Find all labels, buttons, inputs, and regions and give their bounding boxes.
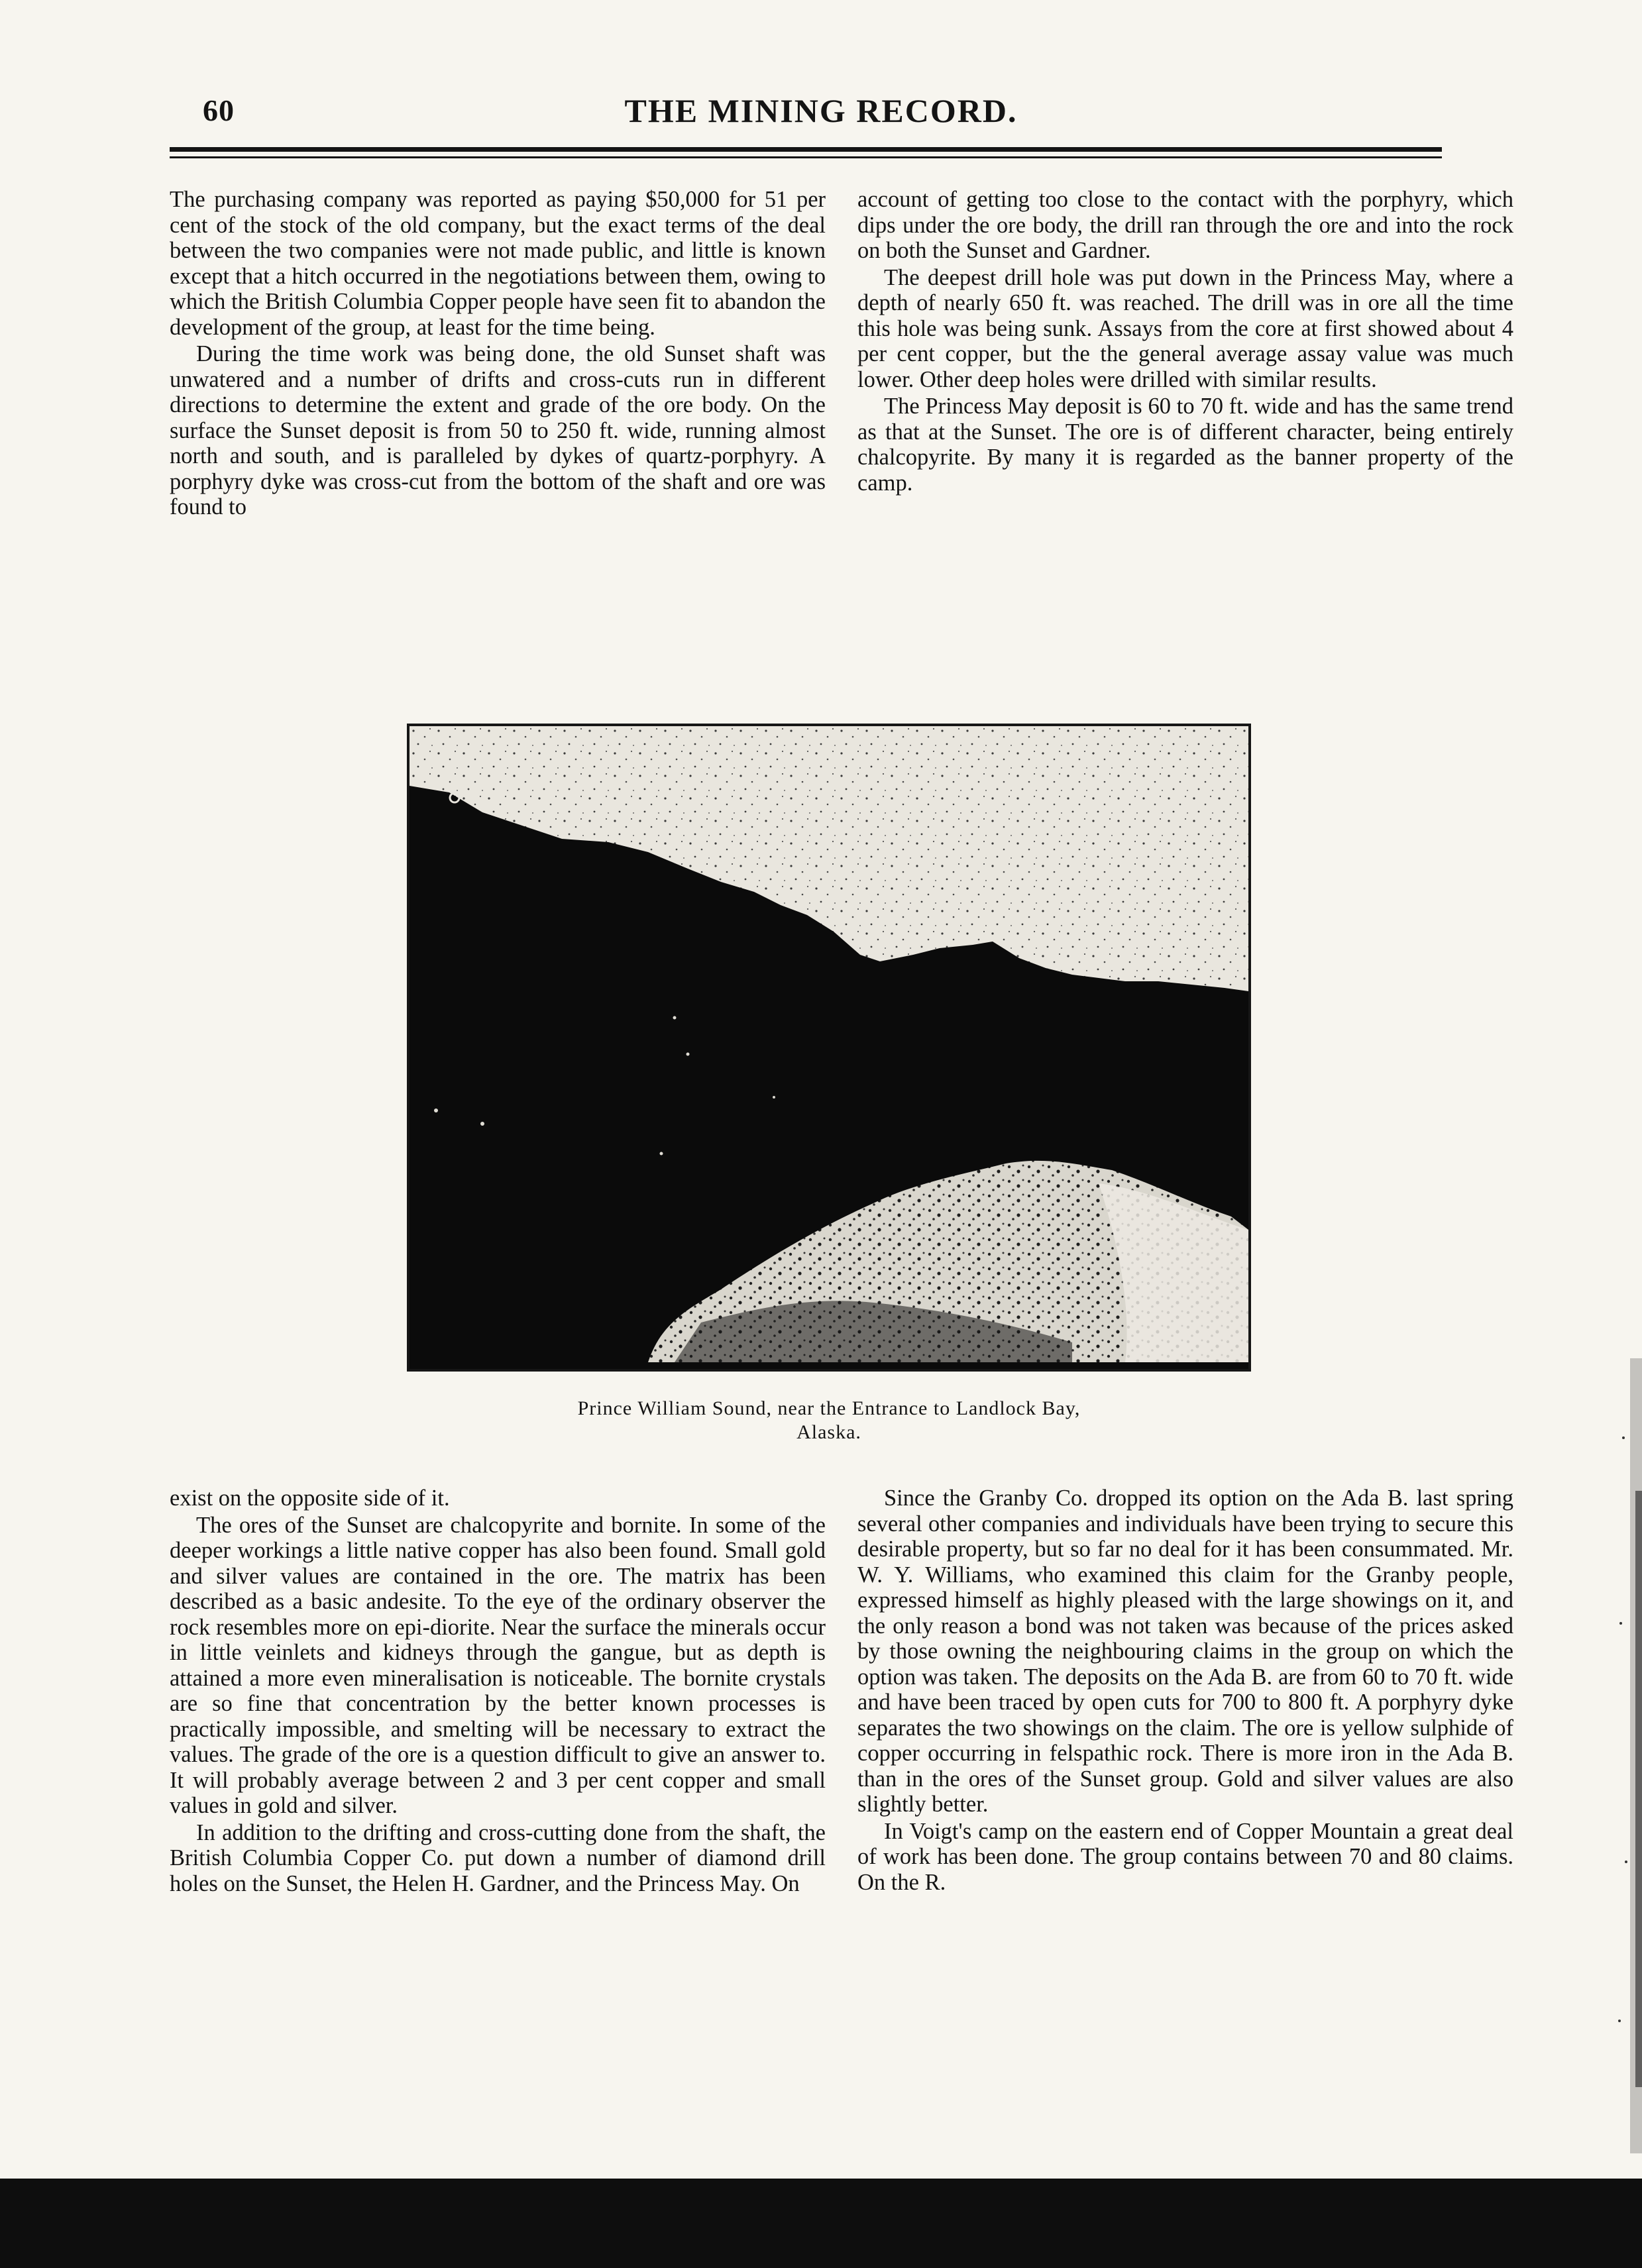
paragraph: In Voigt's camp on the eastern end of Copper Mountain a great deal of work has been done. The group contains between 70 and 80 claims. On the R. xyxy=(857,1818,1513,1895)
column-bottom-left xyxy=(170,1485,826,1896)
paragraph: The ores of the Sunset are chalcopyrite and bornite. In some of the deeper workings a little native copper has also been found. Small gold and silver values are contained in the ore. The matrix has been described as a basic andesite. To the eye of the ordinary observer the rock resembles more on epi-diorite. Near the surface the minerals occur in little veinlets and kidneys through the gangue, but as depth is attained a more even mineralisation is noticeable. The bornite crystals are so fine that concentration by the better known processes is practically impossible, and smelting will be necessary to extract the values. The grade of the ore is a question difficult to give an answer to. It will probably average between 2 and 3 per cent copper and small values in gold and silver. xyxy=(170,1512,826,1818)
header-rule-thin xyxy=(170,156,1442,158)
paragraph: During the time work was being done, the old Sunset shaft was unwatered and a number of drifts and cross-cuts run in different directions to determine the extent and grade of the ore body. On the surface the Sunset deposit is from 50 to 250 ft. wide, running almost north and south, and is paralleled by dykes of quartz-porphyry. A porphyry dyke was cross-cut from the bottom of the shaft and ore was found to xyxy=(170,341,826,519)
column-top-right xyxy=(857,187,1513,496)
page-number: 60 xyxy=(203,93,235,127)
paragraph: In addition to the drifting and cross-cutting done from the shaft, the British Columbia Copper Co. put down a number of diamond drill holes on the Sunset, the Helen H. Gardner, and the Princess May. On xyxy=(170,1819,826,1896)
photo-image xyxy=(410,726,1248,1369)
landscape-photo xyxy=(407,724,1251,1372)
figure-caption xyxy=(407,1397,1251,1444)
caption-line: Alaska. xyxy=(796,1421,861,1443)
scan-bottom-edge xyxy=(0,2179,1642,2268)
paragraph: Since the Granby Co. dropped its option on the Ada B. last spring several other companies and individuals have been trying to secure this desirable property, but so far no deal for it has been consummated. Mr. W. Y. Williams, who examined this claim for the Granby people, expressed himself as highly pleased with the large showings on it, and the only reason a bond was not taken was because of the prices asked by those owning the neighbouring claims in the group on which the option was taken. The deposits on the Ada B. are from 60 to 70 ft. wide and have been traced by open cuts for 700 to 800 ft. A porphyry dyke separates the two showings on the claim. The ore is yellow sulphide of copper occurring in felspathic rock. There is more iron in the Ada B. than in the ores of the Sunset group. Gold and silver values are also slightly better. xyxy=(857,1485,1513,1817)
paragraph: The Princess May deposit is 60 to 70 ft. wide and has the same trend as that at the Sunset. The ore is of different character, being entirely chalcopyrite. By many it is regarded as the banner property of the camp. xyxy=(857,394,1513,496)
paragraph: The purchasing company was reported as paying $50,000 for 51 per cent of the stock of the old company, but the exact terms of the deal between the two companies were not made public, and little is known except that a hitch occurred in the negotiations between them, owing to which the British Columbia Copper people have seen fit to abandon the development of the group, at least for the time being. xyxy=(170,187,826,340)
paragraph: account of getting too close to the contact with the porphyry, which dips under the ore body, the drill ran through the ore and into the rock on both the Sunset and Gardner. xyxy=(857,187,1513,263)
column-bottom-right xyxy=(857,1485,1513,1895)
paragraph: exist on the opposite side of it. xyxy=(170,1485,450,1511)
caption-line: Prince William Sound, near the Entrance to Landlock Bay, xyxy=(577,1397,1081,1419)
scan-edge-noise xyxy=(1615,1358,1642,2153)
header-rule-thick xyxy=(170,147,1442,152)
journal-title: THE MINING RECORD. xyxy=(624,92,1018,129)
paragraph: The deepest drill hole was put down in the Princess May, where a depth of nearly 650 ft. was reached. The drill was in ore all the time this hole was being sunk. Assays from the core at first showed about 4 per cent copper, but the the general average assay value was much lower. Other deep holes were drilled with similar results. xyxy=(857,264,1513,392)
column-top-left xyxy=(170,187,826,520)
